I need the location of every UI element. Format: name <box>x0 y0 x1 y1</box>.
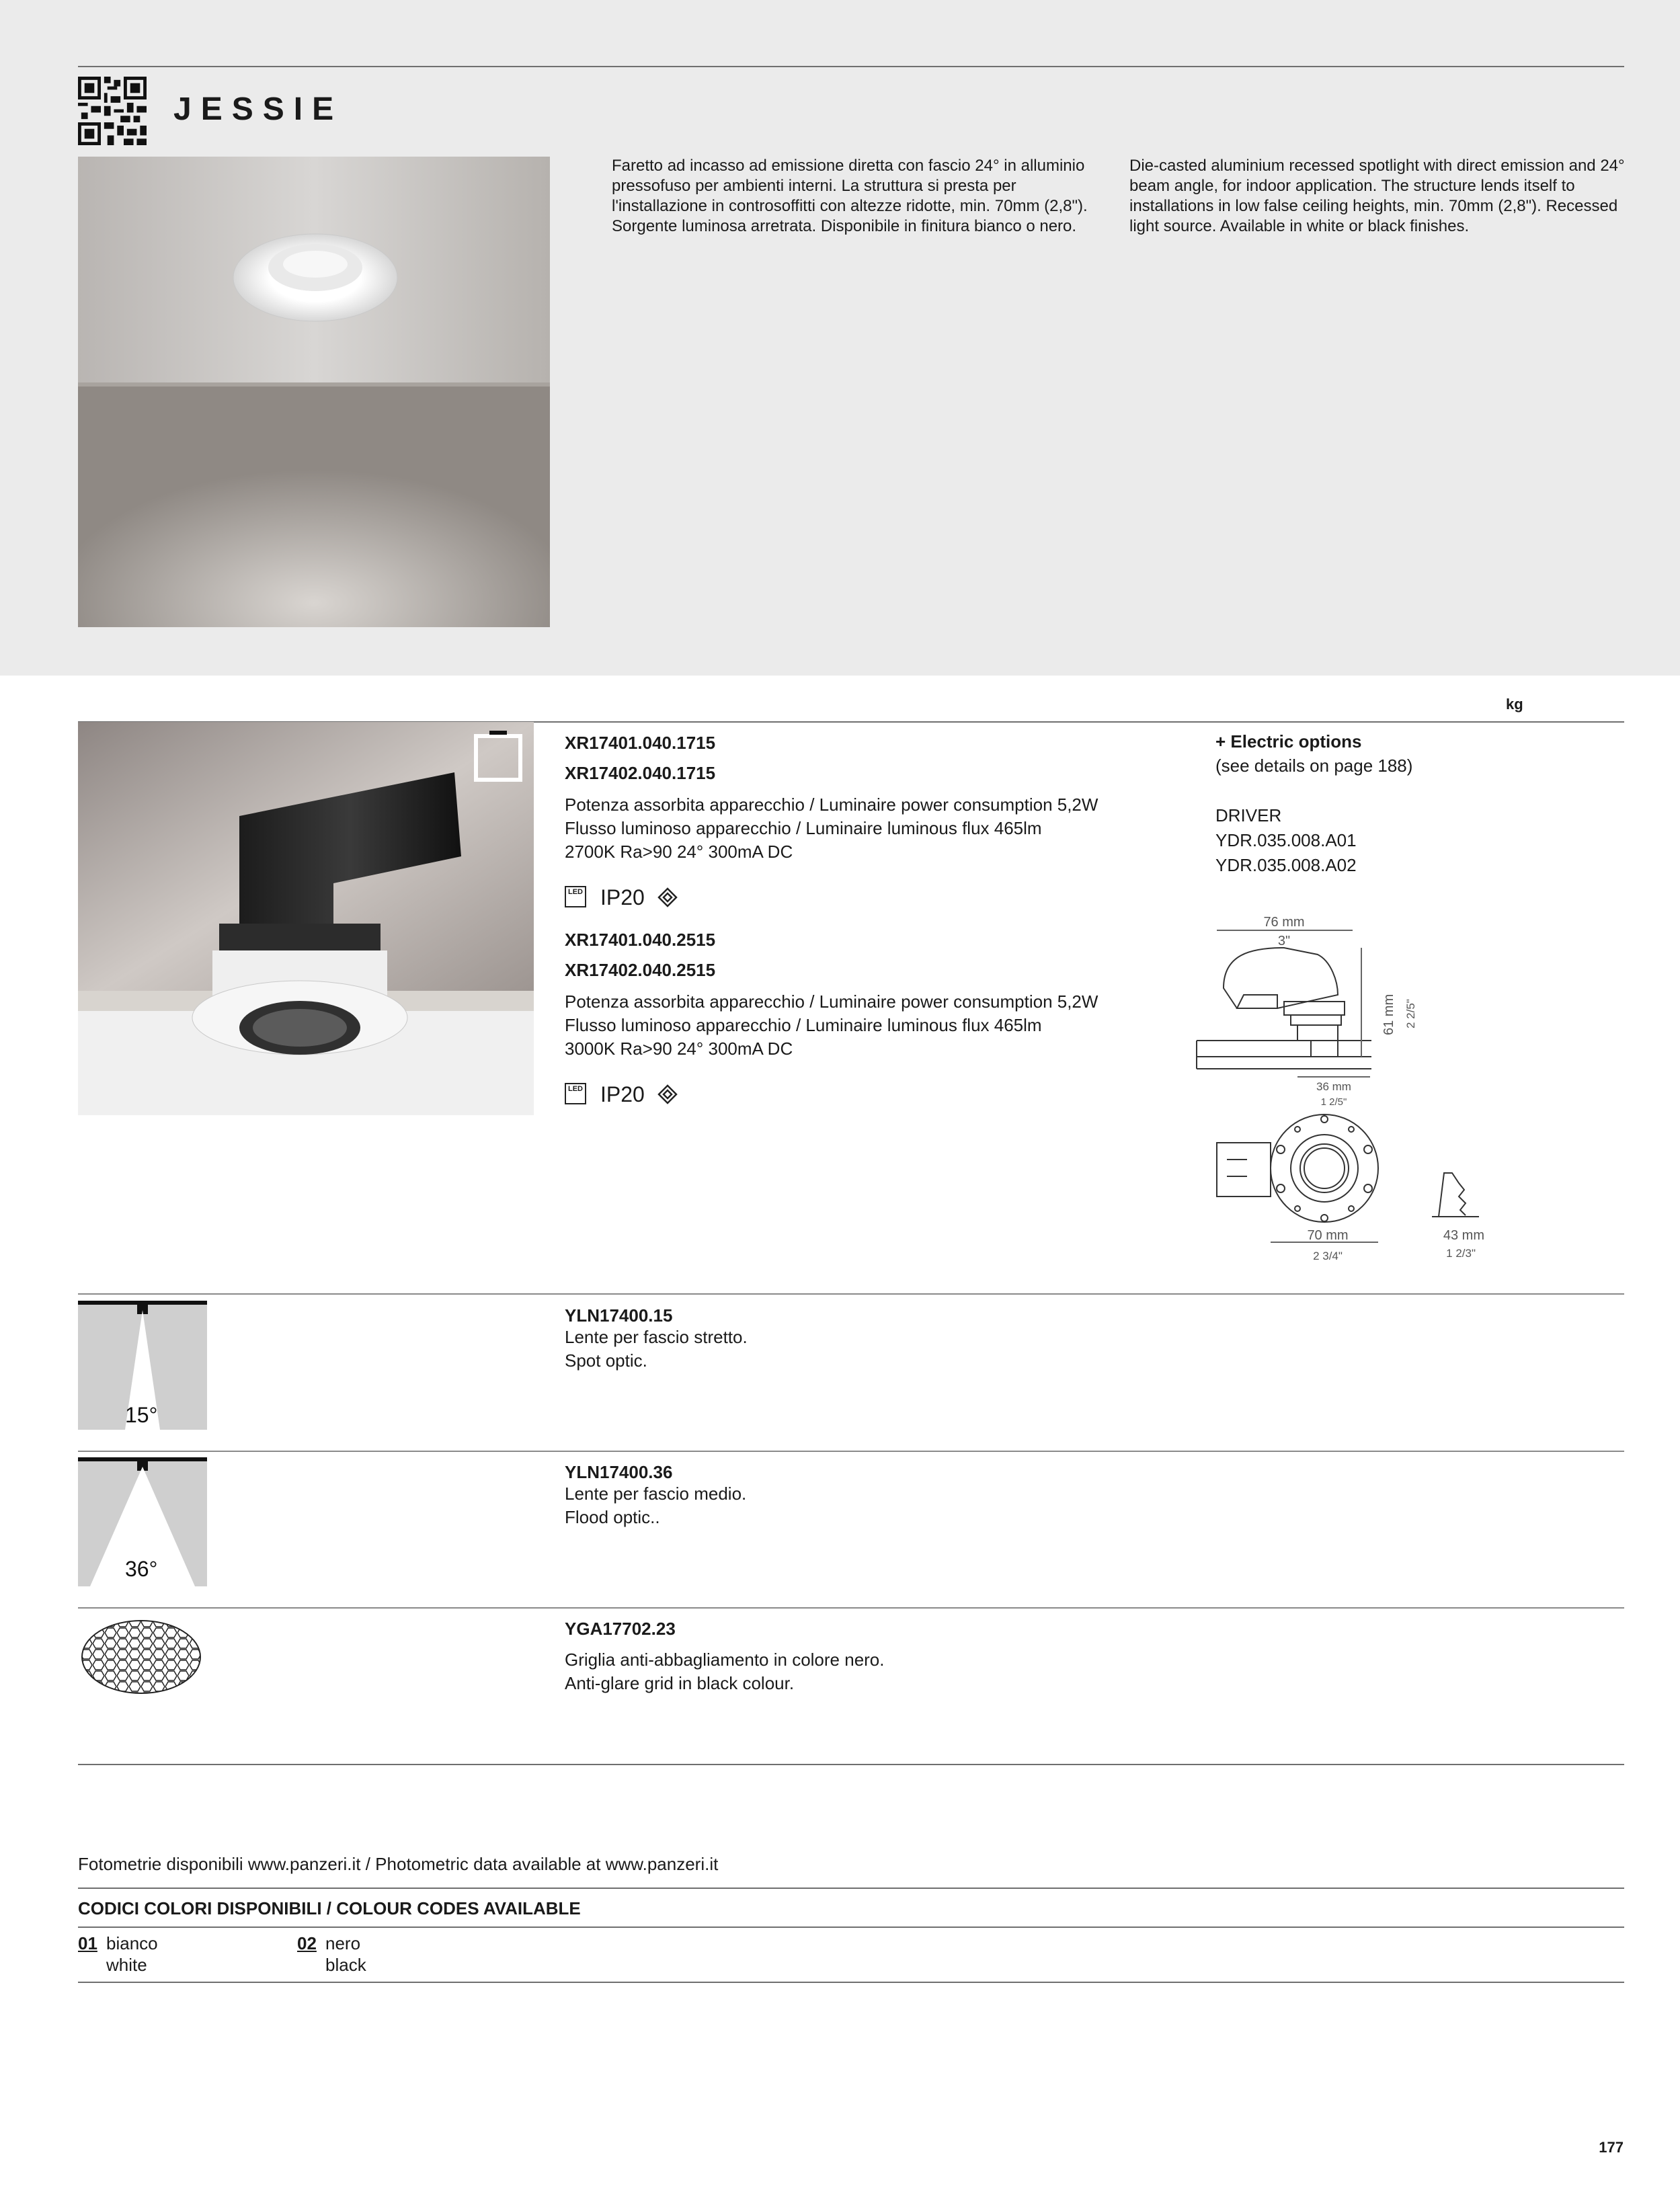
dim-cut-mm: 70 mm <box>1307 1228 1349 1243</box>
accessory2-code: YLN17400.36 <box>565 1462 673 1482</box>
colour-02-it: nero <box>325 1933 361 1953</box>
dim-inner-mm: 36 mm <box>1316 1080 1351 1093</box>
driver-code-1: YDR.035.008.A01 <box>1215 830 1357 850</box>
weight-column-header: kg <box>1506 696 1523 713</box>
variant1-code-a: XR17401.040.1715 <box>565 733 716 753</box>
product-title: JESSIE <box>173 91 344 127</box>
colour-code-01: 01 <box>78 1933 97 1953</box>
driver-code-2: YDR.035.008.A02 <box>1215 855 1357 875</box>
footer-rule <box>78 1927 1624 1928</box>
footer-rule <box>78 1888 1624 1889</box>
dim-inner-in: 1 2/5" <box>1320 1096 1347 1108</box>
driver-label: DRIVER <box>1215 805 1282 825</box>
accessory3-code: YGA17702.23 <box>565 1619 676 1639</box>
dim-height-in: 2 2/5" <box>1404 999 1417 1028</box>
accessory2-line2: Flood optic.. <box>565 1507 660 1527</box>
variant1-ip-rating: IP20 <box>600 885 645 909</box>
electric-options-note: (see details on page 188) <box>1215 756 1413 776</box>
dim-depth-mm: 43 mm <box>1443 1228 1484 1243</box>
variant2-code-b: XR17402.040.2515 <box>565 960 716 980</box>
variant2-spec-flux: Flusso luminoso apparecchio / Luminaire luminous flux 465lm <box>565 1015 1042 1035</box>
variant2-spec-power: Potenza assorbita apparecchio / Luminaire power consumption 5,2W <box>565 991 1098 1012</box>
accessory3-line1: Griglia anti-abbagliamento in colore nero. <box>565 1650 885 1670</box>
header-rule <box>78 66 1624 67</box>
footer-rule <box>78 1982 1624 1983</box>
variant1-code-b: XR17402.040.1715 <box>565 763 716 783</box>
colour-02-en: black <box>325 1955 366 1975</box>
variant2-ip-rating: IP20 <box>600 1082 645 1106</box>
colour-code-02: 02 <box>297 1933 317 1953</box>
variant2-spec-color: 3000K Ra>90 24° 300mA DC <box>565 1039 793 1059</box>
variant1-spec-color: 2700K Ra>90 24° 300mA DC <box>565 842 793 862</box>
dim-depth-in: 1 2/3" <box>1446 1247 1476 1260</box>
accessory-rule <box>78 1451 1624 1452</box>
table-bottom-rule <box>78 1764 1624 1765</box>
led-icon: LED <box>565 886 586 907</box>
description-english: Die-casted aluminium recessed spotlight with direct emission and 24° beam angle, for indoor application. The structure lends itself to installations in low false ceiling heights, min. 70mm (2,8"). Recessed light source. Available in white or black finishes. <box>1129 157 1625 235</box>
qr-code-icon[interactable] <box>78 77 147 145</box>
beam-15-label: 15° <box>125 1403 158 1427</box>
honeycomb-grid-icon <box>81 1617 202 1697</box>
class-insulation-icon <box>657 887 678 907</box>
colour-codes-title: CODICI COLORI DISPONIBILI / COLOUR CODES AVAILABLE <box>78 1898 581 1918</box>
description-italian: Faretto ad incasso ad emissione diretta con fascio 24° in alluminio pressofuso per ambienti interni. La struttura si presta per l'installazione in controsoffitti con altezze ridotte, min. 70mm (2,8"). Sorgente luminosa arretrata. Disponibile in finitura bianco o nero. <box>612 157 1088 235</box>
dim-cut-in: 2 3/4" <box>1313 1250 1343 1262</box>
beam-36-label: 36° <box>125 1557 158 1581</box>
variant1-spec-flux: Flusso luminoso apparecchio / Luminaire luminous flux 465lm <box>565 818 1042 838</box>
accessory1-line1: Lente per fascio stretto. <box>565 1327 748 1347</box>
photometric-note: Fotometrie disponibili www.panzeri.it / Photometric data available at www.panzeri.it <box>78 1854 719 1874</box>
accessory-rule <box>78 1293 1624 1295</box>
variant2-code-a: XR17401.040.2515 <box>565 930 716 950</box>
accessory-rule <box>78 1607 1624 1609</box>
technical-drawing <box>1197 907 1484 1270</box>
accessory1-code: YLN17400.15 <box>565 1305 673 1326</box>
recessed-profile-icon <box>475 731 522 781</box>
dim-width-mm: 76 mm <box>1263 915 1305 930</box>
dim-height-mm: 61 mm <box>1382 993 1396 1035</box>
colour-01-en: white <box>106 1955 147 1975</box>
dim-width-in: 3" <box>1277 934 1291 948</box>
electric-options-title: + Electric options <box>1215 731 1362 752</box>
accessory2-line1: Lente per fascio medio. <box>565 1484 747 1504</box>
accessory1-line2: Spot optic. <box>565 1350 647 1371</box>
colour-01-it: bianco <box>106 1933 158 1953</box>
page-number: 177 <box>1599 2139 1624 2156</box>
variant1-spec-power: Potenza assorbita apparecchio / Luminaire power consumption 5,2W <box>565 795 1098 815</box>
product-photo <box>78 722 534 1115</box>
led-icon: LED <box>565 1083 586 1104</box>
hero-photo <box>78 157 550 627</box>
class-insulation-icon <box>657 1084 678 1104</box>
accessory3-line2: Anti-glare grid in black colour. <box>565 1673 795 1693</box>
